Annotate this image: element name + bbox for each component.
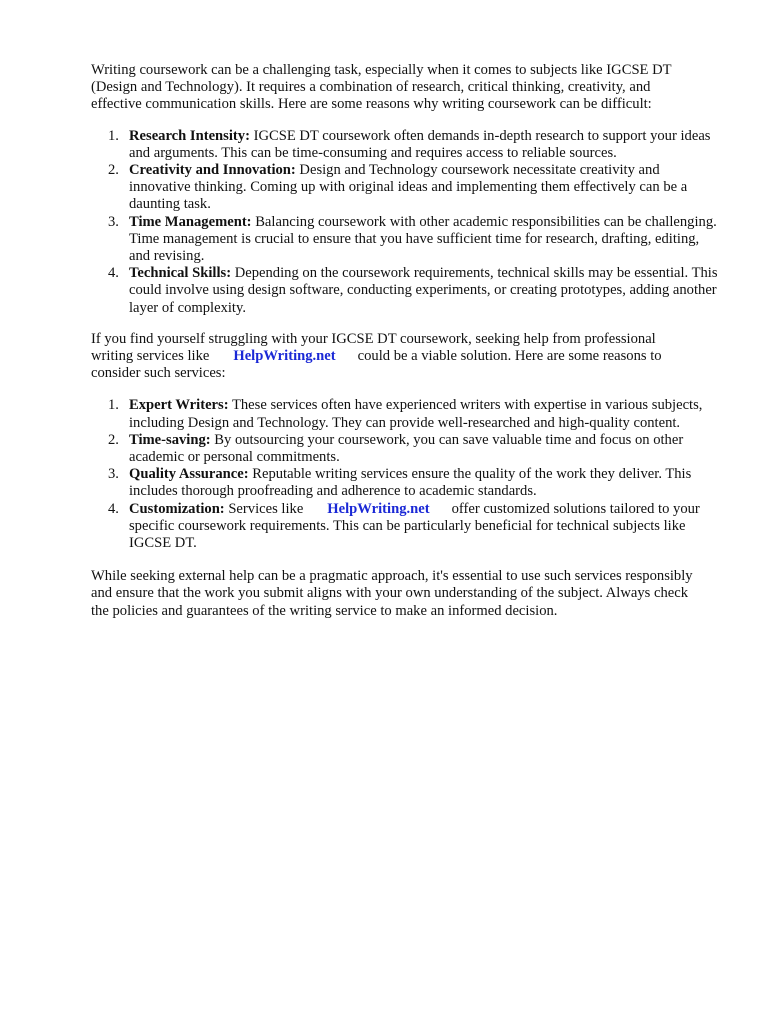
- helpwriting-link[interactable]: HelpWriting.net: [327, 500, 430, 517]
- list-text: offer customized solutions tailored to your specific coursework requirements. This can be particularly beneficial for technical subjects like IGCSE DT.: [129, 500, 700, 552]
- list-number: 3.: [108, 213, 119, 230]
- help-text-before: If you find yourself struggling with your IGCSE DT coursework, seeking help from professional writing services like: [91, 330, 656, 365]
- list-term: Quality Assurance:: [129, 466, 249, 483]
- list-text: These services often have experienced writers with expertise in various subjects, including Design and Technology. They can provide well-researched and high-quality content.: [129, 397, 703, 431]
- closing-paragraph: While seeking external help can be a pragmatic approach, it's essential to use such services responsibly and ensure that the work you submit aligns with your own understanding of the subject. Always check the policies and guarantees of the writing service to make an informed decision.: [91, 568, 693, 619]
- list-item: [91, 128, 719, 162]
- list-text: Balancing coursework with other academic responsibilities can be challenging. Time management is crucial to ensure that you have sufficient time for research, drafting, editing, and revising.: [129, 213, 717, 265]
- list-item: [91, 466, 719, 500]
- list-item: [91, 162, 719, 214]
- list-item: [91, 432, 719, 466]
- reasons-list: [91, 127, 718, 317]
- list-term: Expert Writers:: [129, 397, 229, 414]
- benefits-list: [91, 397, 710, 552]
- list-term: Technical Skills:: [129, 265, 232, 282]
- list-term: Creativity and Innovation:: [129, 162, 296, 179]
- list-number: 4.: [108, 500, 119, 517]
- list-text: IGCSE DT coursework often demands in-depth research to support your ideas and arguments. This can be time-consuming and requires access to reliable sources.: [129, 127, 711, 161]
- intro-paragraph: Writing coursework can be a challenging task, especially when it comes to subjects like IGCSE DT (Design and Technology). It requires a combination of research, critical thinking, creativity, and effective communication skills. Here are some reasons why writing coursework can be difficult:: [91, 62, 672, 113]
- list-term: Customization:: [129, 500, 225, 517]
- list-number: 1.: [108, 127, 119, 144]
- help-text-after: could be a viable solution. Here are some reasons to consider such services:: [91, 348, 662, 382]
- list-text: Depending on the coursework requirements, technical skills may be essential. This could involve using design software, conducting experiments, or creating prototypes, adding another layer of complexity.: [129, 265, 718, 316]
- helpwriting-link[interactable]: HelpWriting.net: [233, 348, 336, 365]
- list-item: [91, 501, 719, 553]
- list-number: 3.: [108, 466, 119, 483]
- help-paragraph: [91, 331, 701, 383]
- list-term: Time Management:: [129, 213, 252, 230]
- list-item: [91, 265, 719, 317]
- list-text: Reputable writing services ensure the quality of the work they deliver. This includes thorough proofreading and adherence to academic standards.: [129, 466, 692, 500]
- list-term: Time-saving:: [129, 431, 211, 448]
- list-term: Research Intensity:: [129, 127, 250, 144]
- list-item: [91, 214, 719, 266]
- list-text: By outsourcing your coursework, you can save valuable time and focus on other academic or personal commitments.: [129, 431, 684, 466]
- list-item: [91, 397, 719, 431]
- list-text: Design and Technology coursework necessitate creativity and innovative thinking. Coming up with original ideas and implementing them effectively can be a daunting task.: [129, 162, 688, 213]
- list-number: 1.: [108, 397, 119, 414]
- list-number: 2.: [108, 162, 119, 179]
- list-text: Services like: [224, 500, 304, 517]
- list-number: 4.: [108, 265, 119, 282]
- list-number: 2.: [108, 431, 119, 448]
